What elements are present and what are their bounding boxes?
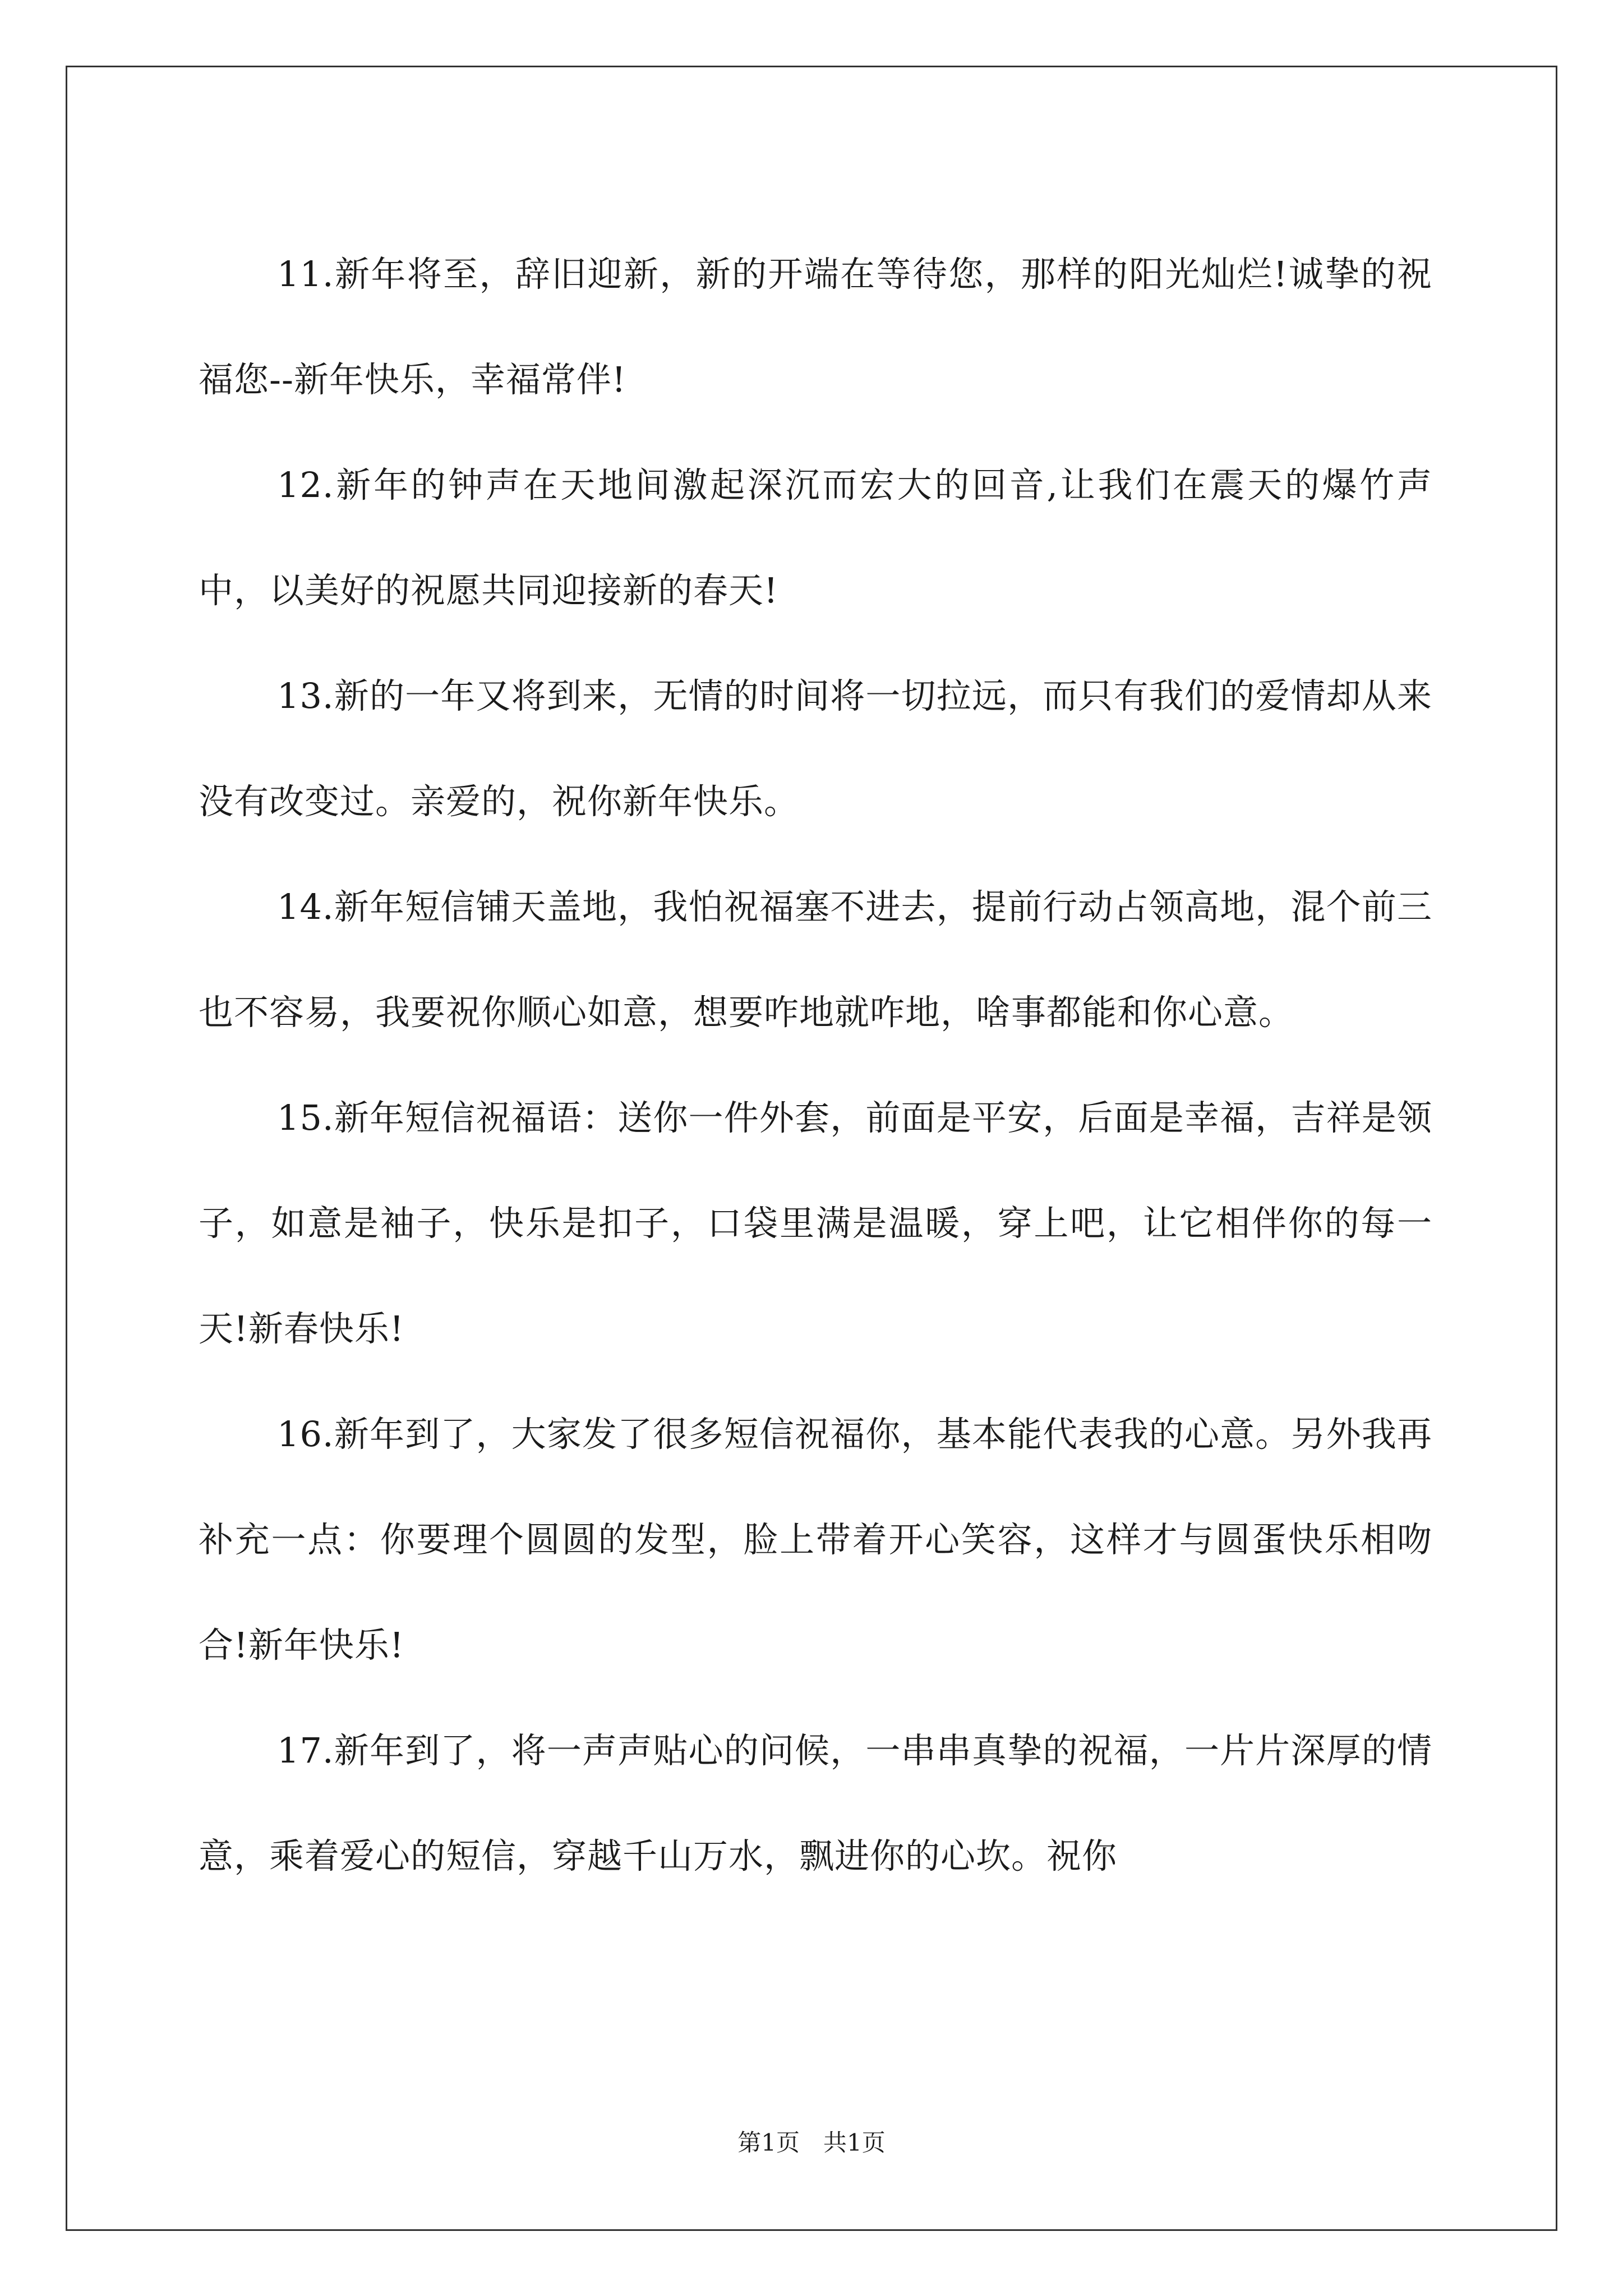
paragraph-14: 14.新年短信铺天盖地，我怕祝福塞不进去，提前行动占领高地，混个前三也不容易，我要祝你顺心如意，想要咋地就咋地，啥事都能和你心意。 [199, 886, 1432, 1033]
paragraph-12: 12.新年的钟声在天地间激起深沉而宏大的回音,让我们在震天的爆竹声中，以美好的祝愿共同迎接新的春天! [199, 464, 1432, 611]
paragraph-11: 11.新年将至，辞旧迎新，新的开端在等待您，那样的阳光灿烂!诚挚的祝福您--新年快乐，幸福常伴! [199, 254, 1432, 400]
page-footer: 第1页 共1页 [737, 2129, 886, 2156]
paragraph-13: 13.新的一年又将到来，无情的时间将一切拉远，而只有我们的爱情却从来没有改变过。亲爱的，祝你新年快乐。 [199, 675, 1432, 822]
paragraph-17: 17.新年到了，将一声声贴心的问候，一串串真挚的祝福，一片片深厚的情意，乘着爱心的短信，穿越千山万水，飘进你的心坎。祝你 [199, 1730, 1432, 1876]
paragraph-15: 15.新年短信祝福语：送你一件外套，前面是平安，后面是幸福，吉祥是领子，如意是袖子，快乐是扣子，口袋里满是温暖，穿上吧，让它相伴你的每一天!新春快乐! [199, 1097, 1432, 1349]
paragraph-16: 16.新年到了，大家发了很多短信祝福你，基本能代表我的心意。另外我再补充一点：你要理个圆圆的发型，脸上带着开心笑容，这样才与圆蛋快乐相吻合!新年快乐! [199, 1414, 1432, 1665]
document-body [199, 222, 1432, 1909]
